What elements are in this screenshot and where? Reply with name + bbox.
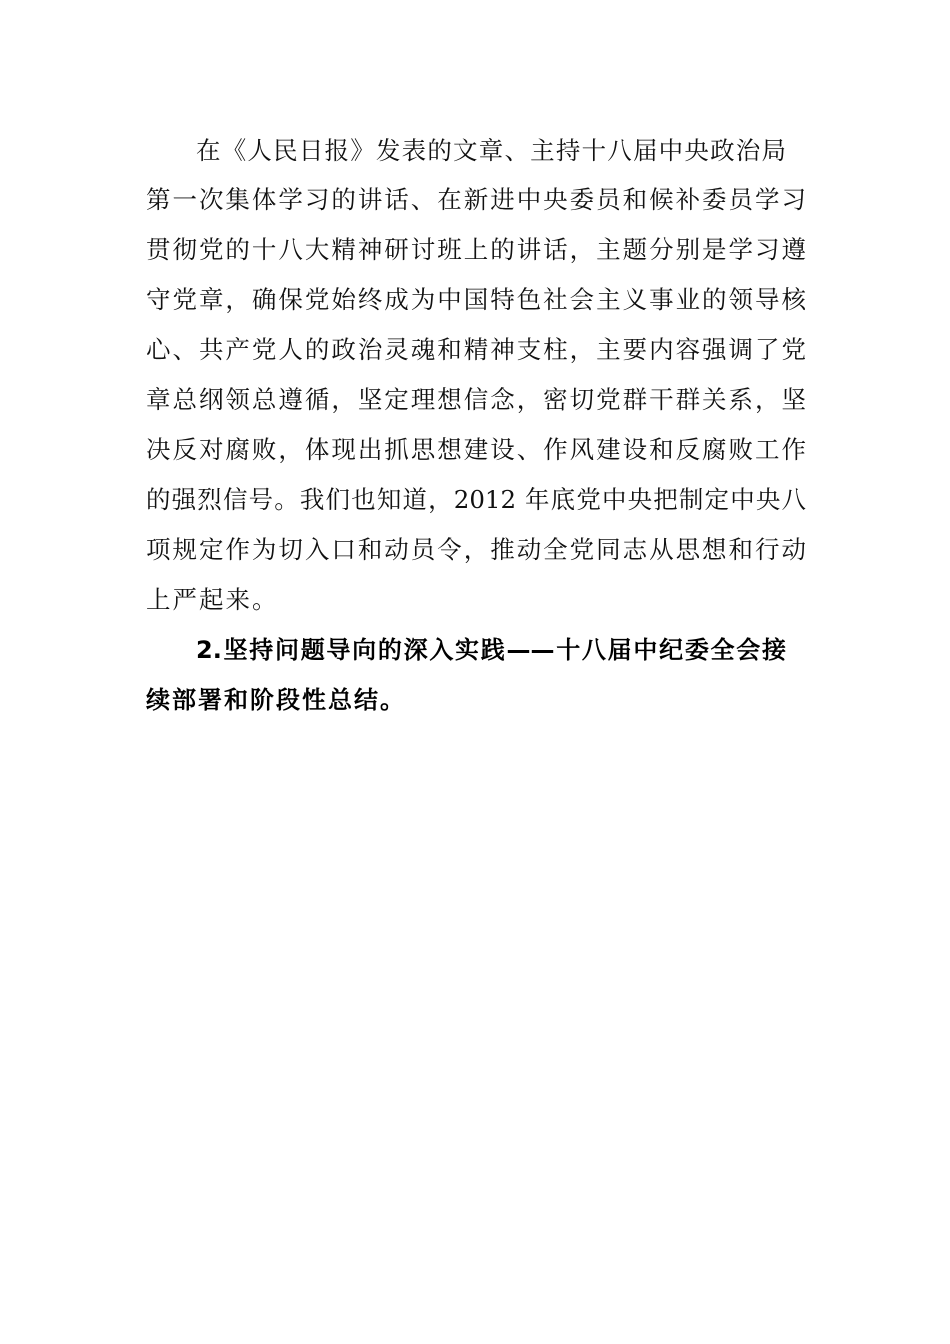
paragraph-line: 项规定作为切入口和动员令，推动全党同志从思想和行动 bbox=[146, 535, 806, 564]
paragraph-line: 在《人民日报》发表的文章、主持十八届中央政治局 bbox=[196, 136, 786, 165]
paragraph-line: 章总纲领总遵循，坚定理想信念，密切党群干群关系，坚 bbox=[146, 385, 806, 414]
paragraph-line: 第一次集体学习的讲话、在新进中央委员和候补委员学习 bbox=[146, 185, 806, 214]
section-heading-line: 续部署和阶段性总结。 bbox=[146, 686, 406, 714]
section-heading-line: 2.坚持问题导向的深入实践——十八届中纪委全会接 bbox=[196, 636, 786, 664]
paragraph-line: 的强烈信号。我们也知道，2012 年底党中央把制定中央八 bbox=[146, 485, 806, 514]
paragraph-line: 守党章，确保党始终成为中国特色社会主义事业的领导核 bbox=[146, 285, 806, 314]
paragraph-line: 决反对腐败，体现出抓思想建设、作风建设和反腐败工作 bbox=[146, 435, 806, 464]
paragraph-line: 上严起来。 bbox=[146, 585, 279, 614]
paragraph-line: 贯彻党的十八大精神研讨班上的讲话，主题分别是学习遵 bbox=[146, 235, 806, 264]
paragraph-line: 心、共产党人的政治灵魂和精神支柱，主要内容强调了党 bbox=[146, 335, 806, 364]
